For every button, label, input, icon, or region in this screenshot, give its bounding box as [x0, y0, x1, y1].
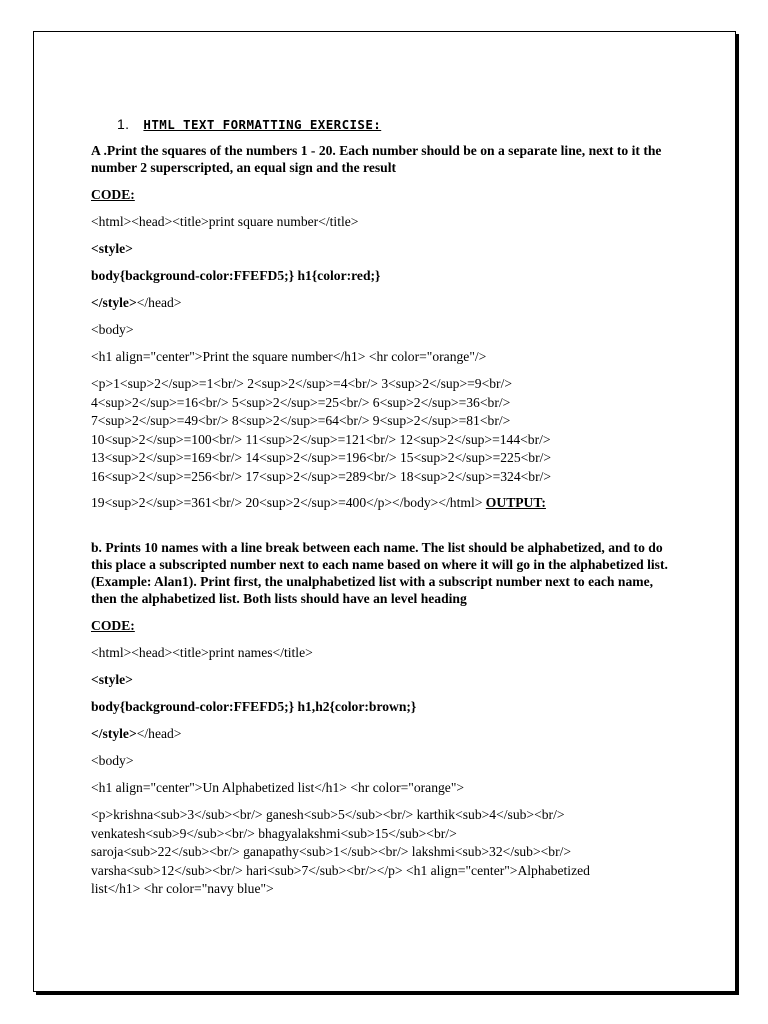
code-line-b-3: body{background-color:FFEFD5;} h1,h2{color:brown;} [91, 699, 417, 714]
code-block-line: varsha<sub>12</sub><br/> hari<sub>7</sub><br/></p> <h1 align="center">Alphabetized [91, 862, 590, 878]
code-line-b-4: </style></head> [91, 726, 182, 741]
section-title: HTML TEXT FORMATTING EXERCISE: [143, 117, 382, 132]
code-block-line: <p>krishna<sub>3</sub><br/> ganesh<sub>5</sub><br/> karthik<sub>4</sub><br/> [91, 807, 565, 822]
code-block-line: saroja<sub>22</sub><br/> ganapathy<sub>1</sub><br/> lakshmi<sub>32</sub><br/> [91, 844, 572, 859]
code-line-b-2: <style> [91, 672, 133, 687]
code-block-b [91, 806, 671, 899]
code-block-line: 4<sup>2</sup>=16<br/> 5<sup>2</sup>=25<br/> 6<sup>2</sup>=36<br/> [91, 394, 511, 410]
output-label: OUTPUT: [485, 495, 546, 510]
code-block-line: <p>1<sup>2</sup>=1<br/> 2<sup>2</sup>=4<br/> 3<sup>2</sup>=9<br/> [91, 376, 513, 391]
code-line-b-6: <body> [91, 753, 134, 768]
code-line-a-1: <html><head><title>print square number</title> [91, 214, 359, 229]
code-line-a-6: <body> [91, 322, 134, 337]
code-line-b-1: <html><head><title>print names</title> [91, 645, 313, 660]
document-page [33, 31, 736, 992]
code-block-line: 13<sup>2</sup>=169<br/> 14<sup>2</sup>=196<br/> 15<sup>2</sup>=225<br/> [91, 450, 552, 465]
question-a: A .Print the squares of the numbers 1 - 20. Each number should be on a separate line, next to it the number 2 superscripted, an equal sign and the result [91, 143, 662, 175]
document-content [91, 116, 671, 899]
code-last-line-a: 19<sup>2</sup>=361<br/> 20<sup>2</sup>=400</p></body></html> OUTPUT: [91, 495, 546, 510]
code-line-a-3: body{background-color:FFEFD5;} h1{color:red;} [91, 268, 381, 283]
section-heading [117, 116, 671, 133]
code-label-b: CODE: [91, 618, 135, 633]
code-block-a [91, 375, 671, 486]
code-line-a-4: </style></head> [91, 295, 182, 310]
code-label-a: CODE: [91, 187, 135, 202]
code-line-a-7: <h1 align="center">Print the square number</h1> <hr color="orange"/> [91, 349, 487, 364]
code-block-line: list</h1> <hr color="navy blue"> [91, 881, 274, 896]
code-block-line: venkatesh<sub>9</sub><br/> bhagyalakshmi<sub>15</sub><br/> [91, 825, 457, 841]
code-block-line: 7<sup>2</sup>=49<br/> 8<sup>2</sup>=64<br/> 9<sup>2</sup>=81<br/> [91, 413, 511, 428]
code-line-a-2: <style> [91, 241, 133, 256]
question-b: b. Prints 10 names with a line break between each name. The list should be alphabetized, and to do this place a subscripted number next to each name based on where it will go in the alphabetized list. (Example: Alan1). Print first, the unalphabetized list with a subscript number next to each name, then the alphabetized list. Both lists should have an level heading [91, 540, 668, 606]
section-number: 1. [117, 116, 130, 132]
code-block-line: 16<sup>2</sup>=256<br/> 17<sup>2</sup>=289<br/> 18<sup>2</sup>=324<br/> [91, 468, 552, 484]
code-block-line: 10<sup>2</sup>=100<br/> 11<sup>2</sup>=121<br/> 12<sup>2</sup>=144<br/> [91, 431, 551, 447]
code-line-b-7: <h1 align="center">Un Alphabetized list</h1> <hr color="orange"> [91, 780, 465, 795]
